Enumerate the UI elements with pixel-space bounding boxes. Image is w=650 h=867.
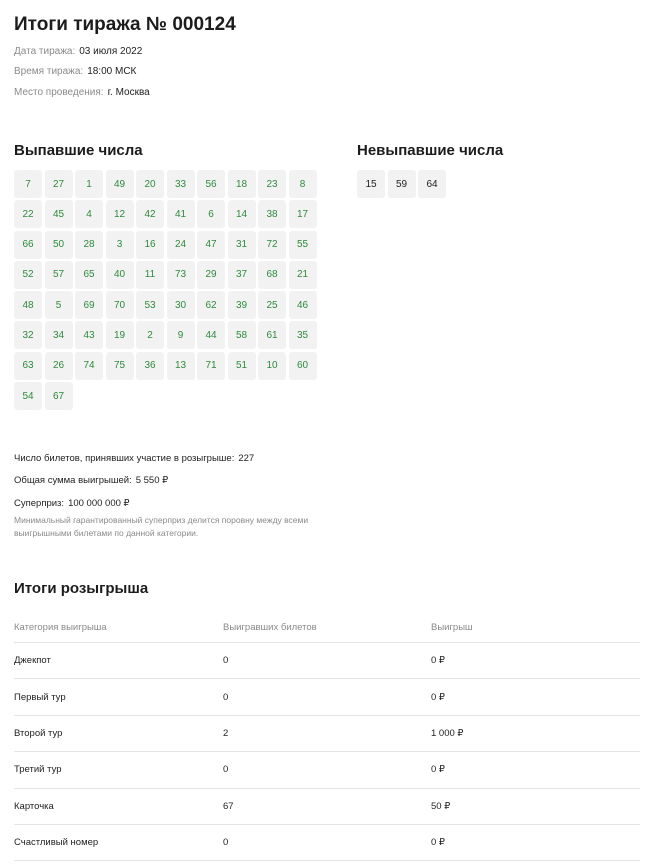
cell-category: Джекпот [14,655,51,667]
drawn-number: 18 [228,170,256,198]
drawn-number: 22 [14,200,42,228]
cell-prize: 0 ₽ [431,764,445,776]
drawn-number: 67 [45,382,73,410]
tickets-count-label: Число билетов, принявших участие в розыгрыше: [14,453,235,464]
drawn-number: 2 [136,321,164,349]
drawn-number: 34 [45,321,73,349]
drawn-number: 57 [45,261,73,289]
drawn-number: 52 [14,261,42,289]
drawn-number: 36 [136,352,164,380]
cell-category: Счастливый номер [14,837,99,849]
drawn-number: 24 [167,231,195,259]
table-row [14,752,640,788]
drawn-number: 16 [136,231,164,259]
table-row [14,789,640,825]
drawn-number: 28 [75,231,103,259]
drawn-number: 32 [14,321,42,349]
total-winnings [14,475,168,486]
drawn-number: 70 [106,291,134,319]
drawn-number: 69 [75,291,103,319]
results-table [14,613,640,861]
page-title: Итоги тиража № 000124 [14,14,236,35]
drawn-number: 42 [136,200,164,228]
drawn-number: 13 [167,352,195,380]
cell-winners: 0 [223,764,229,776]
drawn-number: 12 [106,200,134,228]
draw-time [14,66,136,77]
drawn-number: 33 [167,170,195,198]
drawn-number: 11 [136,261,164,289]
drawn-number: 23 [258,170,286,198]
undrawn-numbers-grid [357,170,446,198]
drawn-number: 43 [75,321,103,349]
drawn-number: 44 [197,321,225,349]
total-winnings-value: 5 550 ₽ [135,475,169,486]
cell-category: Второй тур [14,727,63,739]
drawn-number: 27 [45,170,73,198]
drawn-number: 30 [167,291,195,319]
drawn-number: 49 [106,170,134,198]
drawn-number: 20 [136,170,164,198]
cell-winners: 2 [223,727,229,739]
total-winnings-label: Общая сумма выигрышей: [14,475,132,486]
drawn-number: 37 [228,261,256,289]
drawn-number: 54 [14,382,42,410]
draw-date-value: 03 июля 2022 [79,46,143,57]
cell-category: Третий тур [14,764,62,776]
drawn-number: 75 [106,352,134,380]
cell-prize: 0 ₽ [431,655,445,667]
table-row [14,679,640,715]
drawn-number: 66 [14,231,42,259]
drawn-number: 46 [289,291,317,319]
superprize [14,498,130,509]
undrawn-number: 15 [357,170,385,198]
superprize-note: Минимальный гарантированный суперприз делится поровну между всеми выигрышными билетами по данной категории. [14,515,309,538]
column-header-prize: Выигрыш [431,622,473,633]
drawn-number: 38 [258,200,286,228]
drawn-number: 58 [228,321,256,349]
cell-prize: 0 ₽ [431,837,445,849]
drawn-number: 25 [258,291,286,319]
results-table-header [14,613,640,643]
cell-prize: 0 ₽ [431,691,445,703]
drawn-number: 51 [228,352,256,380]
cell-category: Первый тур [14,691,66,703]
draw-date [14,46,142,57]
drawn-number: 8 [289,170,317,198]
draw-time-label: Время тиража: [14,66,84,77]
drawn-number: 73 [167,261,195,289]
drawn-number: 72 [258,231,286,259]
draw-place-value: г. Москва [107,87,150,98]
drawn-number: 74 [75,352,103,380]
drawn-number: 71 [197,352,225,380]
drawn-number: 7 [14,170,42,198]
drawn-number: 62 [197,291,225,319]
drawn-number: 48 [14,291,42,319]
draw-place [14,87,150,98]
drawn-number: 61 [258,321,286,349]
results-table-body [14,643,640,861]
results-heading: Итоги розыгрыша [14,580,149,597]
drawn-number: 65 [75,261,103,289]
drawn-number: 5 [45,291,73,319]
drawn-number: 55 [289,231,317,259]
drawn-number: 29 [197,261,225,289]
draw-date-label: Дата тиража: [14,46,76,57]
drawn-numbers-heading: Выпавшие числа [14,142,143,159]
drawn-number: 63 [14,352,42,380]
cell-winners: 0 [223,655,229,667]
drawn-number: 9 [167,321,195,349]
undrawn-numbers-heading: Невыпавшие числа [357,142,504,159]
table-row [14,716,640,752]
drawn-number: 17 [289,200,317,228]
tickets-count-value: 227 [238,453,255,464]
cell-winners: 0 [223,837,229,849]
drawn-number: 56 [197,170,225,198]
drawn-number: 26 [45,352,73,380]
drawn-number: 31 [228,231,256,259]
drawn-number: 6 [197,200,225,228]
drawn-number: 68 [258,261,286,289]
drawn-number: 50 [45,231,73,259]
drawn-number: 60 [289,352,317,380]
undrawn-number: 59 [388,170,416,198]
drawn-number: 45 [45,200,73,228]
drawn-number: 47 [197,231,225,259]
table-row [14,825,640,861]
draw-time-value: 18:00 МСК [87,66,137,77]
table-row [14,643,640,679]
superprize-label: Суперприз: [14,498,65,509]
drawn-number: 3 [106,231,134,259]
cell-category: Карточка [14,800,54,812]
undrawn-number: 64 [418,170,446,198]
drawn-number: 39 [228,291,256,319]
drawn-number: 14 [228,200,256,228]
drawn-number: 53 [136,291,164,319]
drawn-number: 10 [258,352,286,380]
drawn-numbers-grid [14,170,317,410]
drawn-number: 19 [106,321,134,349]
drawn-number: 4 [75,200,103,228]
drawn-number: 21 [289,261,317,289]
cell-winners: 0 [223,691,229,703]
draw-place-label: Место проведения: [14,87,104,98]
superprize-value: 100 000 000 ₽ [68,498,130,509]
drawn-number: 41 [167,200,195,228]
column-header-category: Категория выигрыша [14,622,107,633]
tickets-count [14,453,254,464]
cell-winners: 67 [223,800,234,812]
drawn-number: 35 [289,321,317,349]
drawn-number: 1 [75,170,103,198]
column-header-winners: Выигравших билетов [223,622,317,633]
drawn-number: 40 [106,261,134,289]
cell-prize: 1 000 ₽ [431,727,464,739]
cell-prize: 50 ₽ [431,800,451,812]
